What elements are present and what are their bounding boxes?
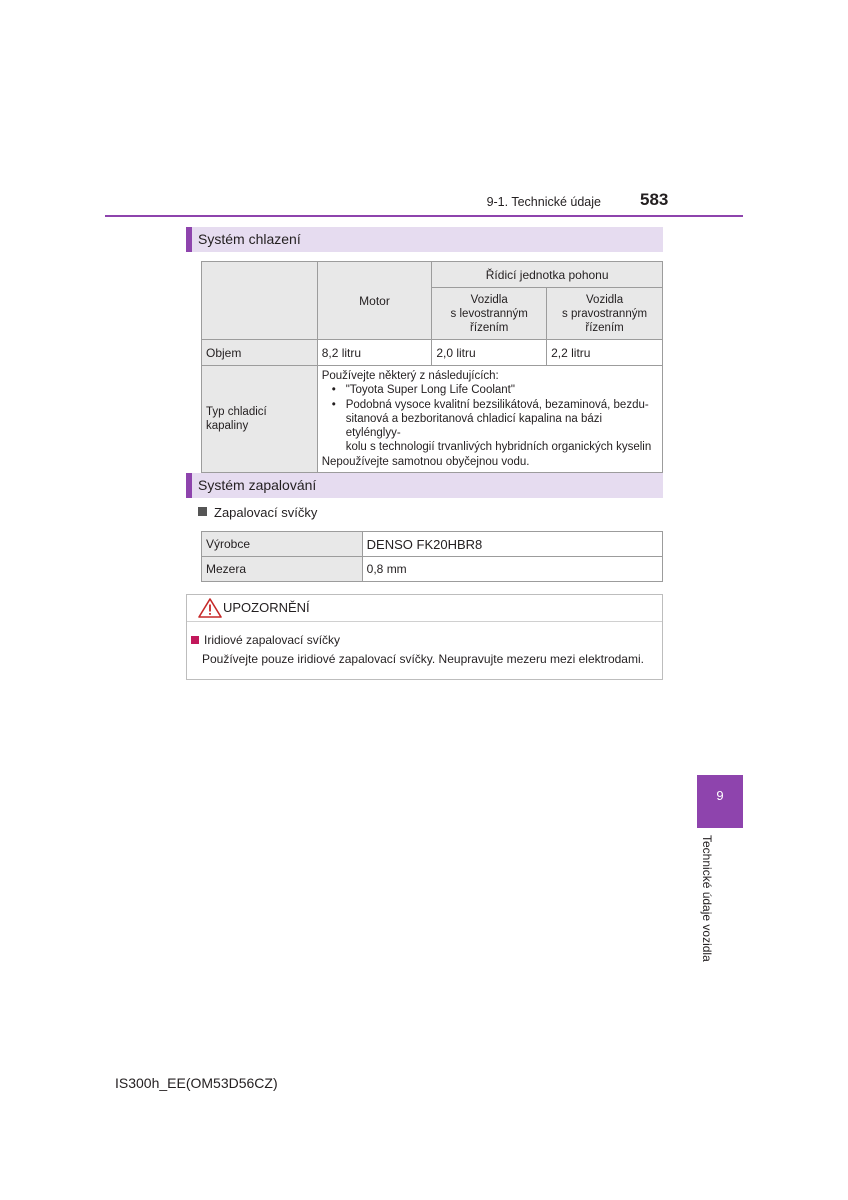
warning-triangle-icon — [198, 598, 222, 618]
caution-subheading — [191, 633, 340, 647]
square-bullet-icon — [191, 636, 199, 644]
cooling-spec-table — [201, 261, 663, 473]
coolant-note: Nepoužívejte samotnou obyčejnou vodu. — [321, 455, 530, 468]
cell-volume-rhd: 2,2 litru — [547, 340, 663, 366]
coolant-intro: Používejte některý z následujících: — [321, 370, 499, 382]
cell-volume-lhd: 2,0 litru — [432, 340, 547, 366]
section-heading-ignition — [186, 473, 663, 498]
table-row — [202, 340, 663, 366]
spark-plug-heading — [198, 505, 317, 520]
header-line: Vozidla — [470, 293, 508, 306]
table-row — [202, 366, 663, 473]
row-label-gap: Mezera — [202, 557, 363, 582]
header-line: řízením — [585, 321, 624, 334]
chapter-label-vertical: Technické údaje vozidla — [700, 835, 714, 962]
row-label-coolant-type — [202, 366, 318, 473]
cell-manufacturer: DENSO FK20HBR8 — [362, 532, 662, 557]
caution-title: UPOZORNĚNÍ — [223, 600, 310, 615]
footer-model-code: IS300h_EE(OM53D56CZ) — [115, 1075, 278, 1091]
header-line: s levostranným — [450, 307, 528, 320]
coolant-options — [322, 383, 658, 454]
caution-body: Používejte pouze iridiové zapalovací svíčky. Neupravujte mezeru mezi elektrodami. — [202, 652, 644, 666]
caution-subheading-text: Iridiové zapalovací svíčky — [204, 633, 341, 647]
row-label-manufacturer: Výrobce — [202, 532, 363, 557]
column-header-pcu: Řídicí jednotka pohonu — [432, 262, 663, 288]
header-line: s pravostranným — [562, 307, 648, 320]
list-item-line: kolu s technologií trvanlivých hybridních organických kyselin — [345, 441, 652, 454]
column-header-rhd — [547, 288, 663, 340]
cell-gap: 0,8 mm — [362, 557, 662, 582]
table-row — [202, 557, 663, 582]
cell-volume-motor: 8,2 litru — [317, 340, 432, 366]
chapter-tab — [697, 775, 743, 828]
section-title: Systém chlazení — [198, 231, 301, 247]
spark-plug-table — [201, 531, 663, 582]
header-rule — [105, 215, 743, 217]
section-heading-cooling — [186, 227, 663, 252]
row-label-volume: Objem — [202, 340, 318, 366]
header-line: Vozidla — [586, 293, 624, 306]
page-number: 583 — [640, 190, 669, 209]
list-item-line: sitanová a bezboritanová chladicí kapalina na bázi etylénglyy- — [345, 412, 603, 440]
label-line: kapaliny — [206, 420, 249, 433]
list-item: • "Toyota Super Long Life Coolant" — [332, 383, 658, 397]
label-line: Typ chladicí — [206, 406, 267, 419]
table-corner-cell — [202, 262, 318, 340]
cell-coolant-type — [317, 366, 662, 473]
column-header-lhd — [432, 288, 547, 340]
chapter-number: 9 — [716, 788, 724, 803]
list-item — [332, 398, 658, 455]
caution-box — [186, 594, 663, 680]
table-row — [202, 532, 663, 557]
list-item-line: Podobná vysoce kvalitní bezsilikátová, bezaminová, bezdu- — [345, 398, 649, 411]
spark-plug-heading-text: Zapalovací svíčky — [214, 505, 318, 520]
running-header-section: 9-1. Technické údaje — [486, 195, 601, 209]
square-bullet-icon — [198, 507, 207, 516]
section-title: Systém zapalování — [198, 477, 317, 493]
column-header-motor: Motor — [317, 262, 432, 340]
caution-header — [187, 595, 662, 622]
header-line: řízením — [470, 321, 509, 334]
